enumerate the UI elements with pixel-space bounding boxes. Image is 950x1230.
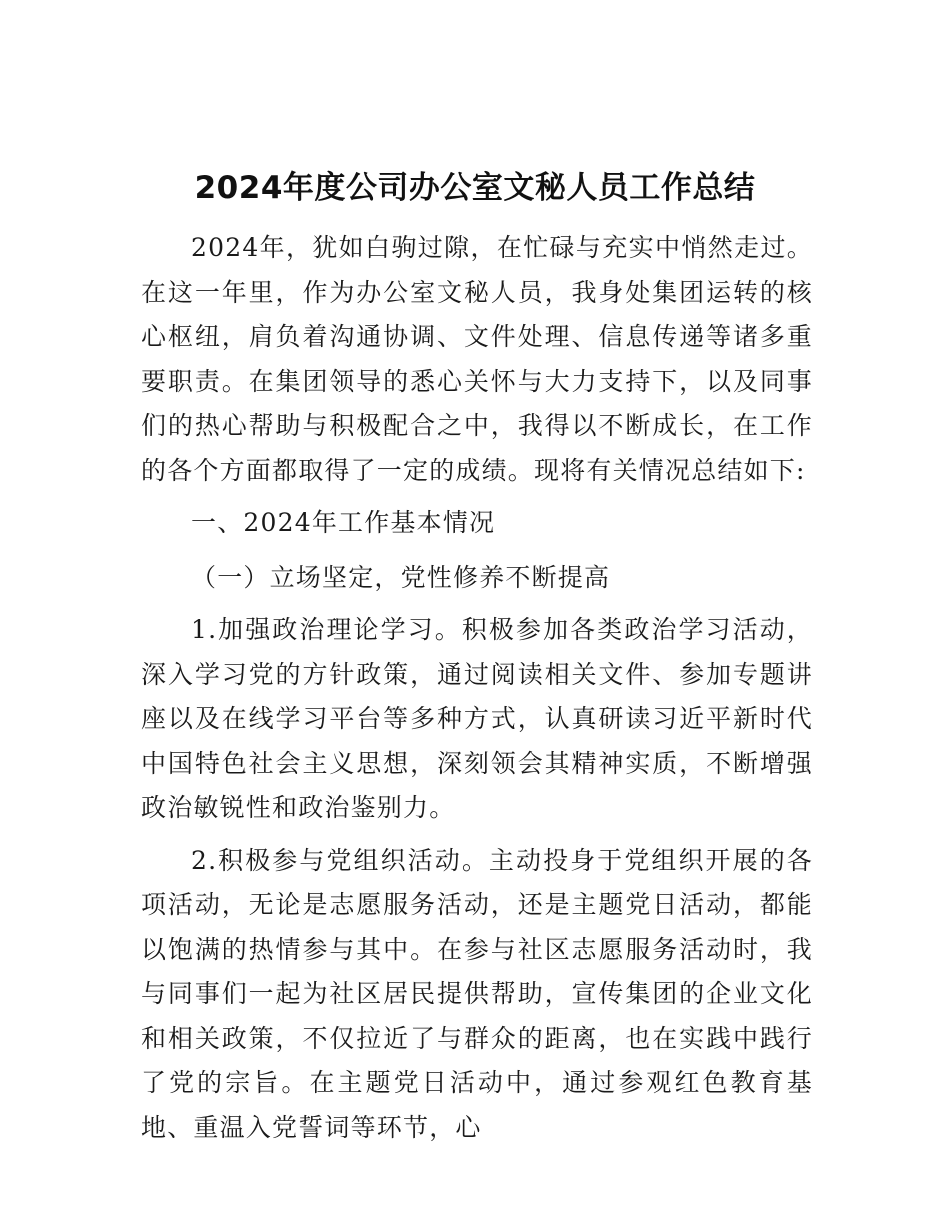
document-body	[141, 226, 813, 1150]
paragraph-item-1: 1.加强政治理论学习。积极参加各类政治学习活动，深入学习党的方针政策，通过阅读相关文件、参加专题讲座以及在线学习平台等多种方式，认真研读习近平新时代中国特色社会主义思想，深刻领会其精神实质，不断增强政治敏锐性和政治鉴别力。	[141, 615, 813, 822]
paragraph-intro: 2024年，犹如白驹过隙，在忙碌与充实中悄然走过。在这一年里，作为办公室文秘人员，我身处集团运转的核心枢纽，肩负着沟通协调、文件处理、信息传递等诸多重要职责。在集团领导的悉心关怀与大力支持下，以及同事们的热心帮助与积极配合之中，我得以不断成长，在工作的各个方面都取得了一定的成绩。现将有关情况总结如下:	[141, 233, 813, 485]
section-heading: 一、2024年工作基本情况	[191, 508, 496, 537]
paragraph-item-2: 2.积极参与党组织活动。主动投身于党组织开展的各项活动，无论是志愿服务活动，还是主题党日活动，都能以饱满的热情参与其中。在参与社区志愿服务活动时，我与同事们一起为社区居民提供帮助，宣传集团的企业文化和相关政策，不仅拉近了与群众的距离，也在实践中践行了党的宗旨。在主题党日活动中，通过参观红色教育基地、重温入党誓词等环节，心	[141, 845, 813, 1142]
subsection-heading: （一）立场坚定，党性修养不断提高	[191, 562, 611, 592]
document-title: 2024年度公司办公室文秘人员工作总结	[194, 170, 756, 206]
